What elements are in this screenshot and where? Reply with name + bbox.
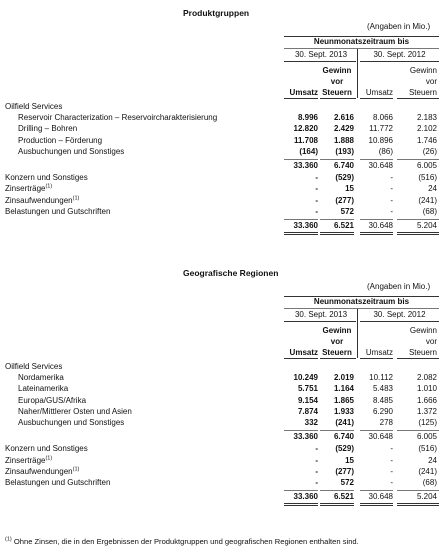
table-row-label: Zinsaufwendungen$^{(1)}$ (5, 194, 80, 205)
table-row-label: Drilling – Bohren (18, 124, 78, 134)
period-header: Neunmonatszeitraum bis (313, 297, 410, 306)
table-row-value: 8.996 (297, 113, 318, 123)
table-rule (320, 219, 354, 220)
footnote-marker: (1) (72, 194, 80, 201)
subtotal-row-value: 6.005 (416, 432, 437, 442)
table-rule (320, 490, 354, 491)
table-row-label: Konzern und Sonstiges (5, 173, 88, 183)
table-rule (397, 219, 439, 220)
table-row-value: - (390, 444, 393, 454)
total-row-value: 30.648 (368, 221, 393, 230)
table-row-label: Zinserträge$^{(1)}$ (5, 454, 53, 465)
table-rule (320, 234, 354, 235)
table-rule (284, 308, 439, 309)
table-row-value: 11.708 (293, 135, 318, 145)
table-rule (360, 505, 393, 506)
table-row-value: - (390, 478, 393, 487)
table-row-value: - (390, 466, 393, 476)
table-row-value: 1.666 (416, 395, 437, 405)
table-rule (320, 159, 354, 160)
table-row-value: 2.082 (416, 373, 437, 383)
table-rule (360, 503, 393, 504)
section-title: Geografische Regionen (183, 268, 279, 278)
table-row-value: 1.372 (416, 406, 437, 416)
table-row-value: (516) (418, 173, 437, 183)
table-rule (284, 48, 439, 49)
footnote (5, 537, 359, 546)
table-rule (320, 232, 354, 233)
table-row-value: 8.485 (372, 395, 393, 405)
table-row-value: 572 (340, 478, 354, 487)
table-row-label: Ausbuchungen und Sonstiges (18, 418, 125, 427)
table-row-value: - (315, 466, 318, 476)
table-row-value: (529) (335, 173, 354, 183)
table-row-value: (26) (422, 146, 437, 156)
table-rule (320, 358, 356, 359)
table-row-value: (193) (335, 146, 354, 156)
table-row-value: 1.010 (416, 384, 437, 394)
table-rule (320, 430, 354, 431)
table-row-value: - (390, 173, 393, 183)
table-row-value: 24 (428, 184, 437, 194)
footnote-marker: (1) (72, 466, 80, 473)
table-row-value: (125) (418, 418, 437, 427)
table-rule (397, 430, 439, 431)
table-rule (360, 232, 393, 233)
table-row-value: - (390, 184, 393, 194)
table-row-value: 2.616 (333, 113, 354, 123)
period-label-2012: 30. Sept. 2012 (373, 310, 426, 319)
table-row-value: 2.102 (416, 124, 437, 134)
table-row-value: 1.164 (333, 384, 354, 394)
table-rule (397, 490, 439, 491)
table-row-value: 2.183 (416, 113, 437, 123)
table-row-value: 5.483 (372, 384, 393, 394)
column-header-revenue-2012: Umsatz (365, 348, 393, 357)
table-rule (320, 98, 356, 99)
table-rule (284, 61, 356, 62)
table-row-value: 7.874 (297, 406, 318, 416)
table-rule (284, 505, 318, 506)
column-header-pretax-2012: Gewinn vor Steuern (408, 66, 437, 97)
table-row-value: 15 (345, 455, 354, 465)
table-row-value: 11.772 (369, 124, 393, 134)
subtotal-row-value: 6.740 (333, 161, 354, 170)
table-row-label: Zinserträge$^{(1)}$ (5, 183, 53, 194)
table-rule (284, 234, 318, 235)
table-rule (284, 159, 318, 160)
table-rule (360, 61, 439, 62)
subtotal-row-value: 33.360 (293, 161, 318, 170)
table-row-value: (277) (335, 466, 354, 476)
table-rule (360, 321, 439, 322)
table-row-value: - (390, 195, 393, 205)
table-rule (284, 321, 356, 322)
column-header-pretax-2012: Gewinn vor Steuern (408, 326, 437, 357)
table-row-label: Nordamerika (18, 373, 64, 383)
total-row-value: 30.648 (368, 492, 393, 502)
period-label-2013: 30. Sept. 2013 (294, 50, 348, 59)
table-rule (284, 358, 318, 359)
table-row-value: 332 (304, 418, 318, 427)
table-row-value: 278 (379, 418, 393, 427)
total-row-value: 5.204 (416, 492, 437, 502)
table-row-value: (241) (418, 195, 437, 205)
column-header-revenue-2013: Umsatz (289, 88, 318, 97)
table-row-value: - (315, 195, 318, 205)
footnote-text: Ohne Zinsen, die in den Ergebnissen der Produktgruppen und geografischen Regionen enthalten sind. (11, 537, 359, 546)
footnote-marker: (1) (45, 454, 53, 461)
table-rule (397, 358, 439, 359)
table-column-divider (357, 49, 358, 98)
table-row-value: 9.154 (297, 395, 318, 405)
table-row-label: Ausbuchungen und Sonstiges (18, 146, 125, 156)
table-row-value: (241) (335, 418, 354, 427)
table-rule (284, 232, 318, 233)
table-rule (360, 430, 393, 431)
table-rule (284, 503, 318, 504)
table-rule (397, 159, 439, 160)
table-row-value: 10.249 (293, 373, 318, 383)
table-rule (360, 219, 393, 220)
subtotal-row-value: 33.360 (293, 432, 318, 442)
table-row-value: - (315, 184, 318, 194)
section-title: Produktgruppen (183, 8, 250, 18)
table-row-value: - (390, 206, 393, 216)
table-rule (397, 232, 439, 233)
table-rule (360, 490, 393, 491)
table-row-value: 6.290 (372, 406, 393, 416)
table-rule (360, 234, 393, 235)
table-rule (397, 98, 439, 99)
total-row-value: 33.360 (293, 221, 318, 230)
table-row-value: - (315, 206, 318, 216)
units-note: (Angaben in Mio.) (367, 282, 431, 291)
period-label-2013: 30. Sept. 2013 (294, 310, 348, 319)
table-row-value: (164) (299, 146, 318, 156)
subtotal-row-value: 30.648 (368, 432, 393, 442)
table-row-value: (516) (418, 444, 437, 454)
table-row-value: 572 (340, 206, 354, 216)
table-row-value: 2.019 (333, 373, 354, 383)
table-row-value: (86) (378, 146, 393, 156)
table-rule (284, 490, 318, 491)
table-row-label: Production – Förderung (18, 135, 103, 145)
footnote-marker: (1) (5, 536, 12, 543)
table-row-value: (529) (335, 444, 354, 454)
table-row-label: Naher/Mittlerer Osten und Asien (18, 406, 132, 416)
table-row-label: Reservoir Characterization – Reservoircharakterisierung (18, 113, 218, 123)
table-row-value: - (315, 173, 318, 183)
table-row-value: 8.066 (372, 113, 393, 123)
table-row-label: Belastungen und Gutschriften (5, 206, 111, 216)
table-row-label: Belastungen und Gutschriften (5, 478, 111, 487)
column-header-revenue-2012: Umsatz (365, 88, 393, 97)
table-rule (360, 358, 393, 359)
period-header: Neunmonatszeitraum bis (313, 37, 410, 46)
total-row-value: 6.521 (333, 221, 354, 230)
table-row-value: 12.820 (293, 124, 318, 134)
subtotal-row-value: 6.740 (333, 432, 354, 442)
table-rule (284, 98, 318, 99)
total-row-value: 6.521 (333, 492, 354, 502)
table-row-value: - (315, 444, 318, 454)
total-row-value: 5.204 (416, 221, 437, 230)
table-row-value: (68) (422, 478, 437, 487)
table-row-label: Konzern und Sonstiges (5, 444, 88, 454)
table-row-label: Lateinamerika (18, 384, 69, 394)
table-rule (284, 219, 318, 220)
table-rule (284, 430, 318, 431)
table-row-value: 2.429 (333, 124, 354, 134)
table-row-value: - (390, 455, 393, 465)
table-row-value: 1.746 (416, 135, 437, 145)
table-row-value: 1.933 (333, 406, 354, 416)
table-row-value: - (315, 455, 318, 465)
table-row-value: 5.751 (297, 384, 318, 394)
table-row-value: (277) (335, 195, 354, 205)
period-label-2012: 30. Sept. 2012 (373, 50, 426, 59)
table-rule (320, 505, 354, 506)
table-row-label: Europa/GUS/Afrika (18, 395, 87, 405)
table-row-value: 15 (345, 184, 354, 194)
table-row-value: 1.888 (333, 135, 354, 145)
table-row-value: 1.865 (333, 395, 354, 405)
subtotal-row-value: 30.648 (368, 161, 393, 170)
table-rule (360, 159, 393, 160)
table-rule (397, 503, 439, 504)
table-row-value: - (315, 478, 318, 487)
table-row-value: 10.896 (368, 135, 393, 145)
table-row-value: 24 (428, 455, 437, 465)
footnote-marker: (1) (45, 183, 53, 190)
table-column-divider (357, 309, 358, 358)
table-rule (360, 98, 393, 99)
units-note: (Angaben in Mio.) (367, 22, 431, 31)
table-rule (397, 505, 439, 506)
table-rule (397, 234, 439, 235)
subtotal-row-value: 6.005 (416, 161, 437, 170)
table-row-value: (241) (418, 466, 437, 476)
column-header-revenue-2013: Umsatz (289, 348, 318, 357)
table-rule (320, 503, 354, 504)
column-header-pretax-2013: Gewinn vor Steuern (322, 66, 352, 97)
group-label: Oilfield Services (5, 102, 63, 111)
table-row-value: 10.112 (369, 373, 393, 383)
table-row-label: Zinsaufwendungen$^{(1)}$ (5, 466, 80, 476)
table-row-value: (68) (422, 206, 437, 216)
column-header-pretax-2013: Gewinn vor Steuern (322, 326, 352, 357)
total-row-value: 33.360 (293, 492, 318, 502)
group-label: Oilfield Services (5, 362, 63, 371)
